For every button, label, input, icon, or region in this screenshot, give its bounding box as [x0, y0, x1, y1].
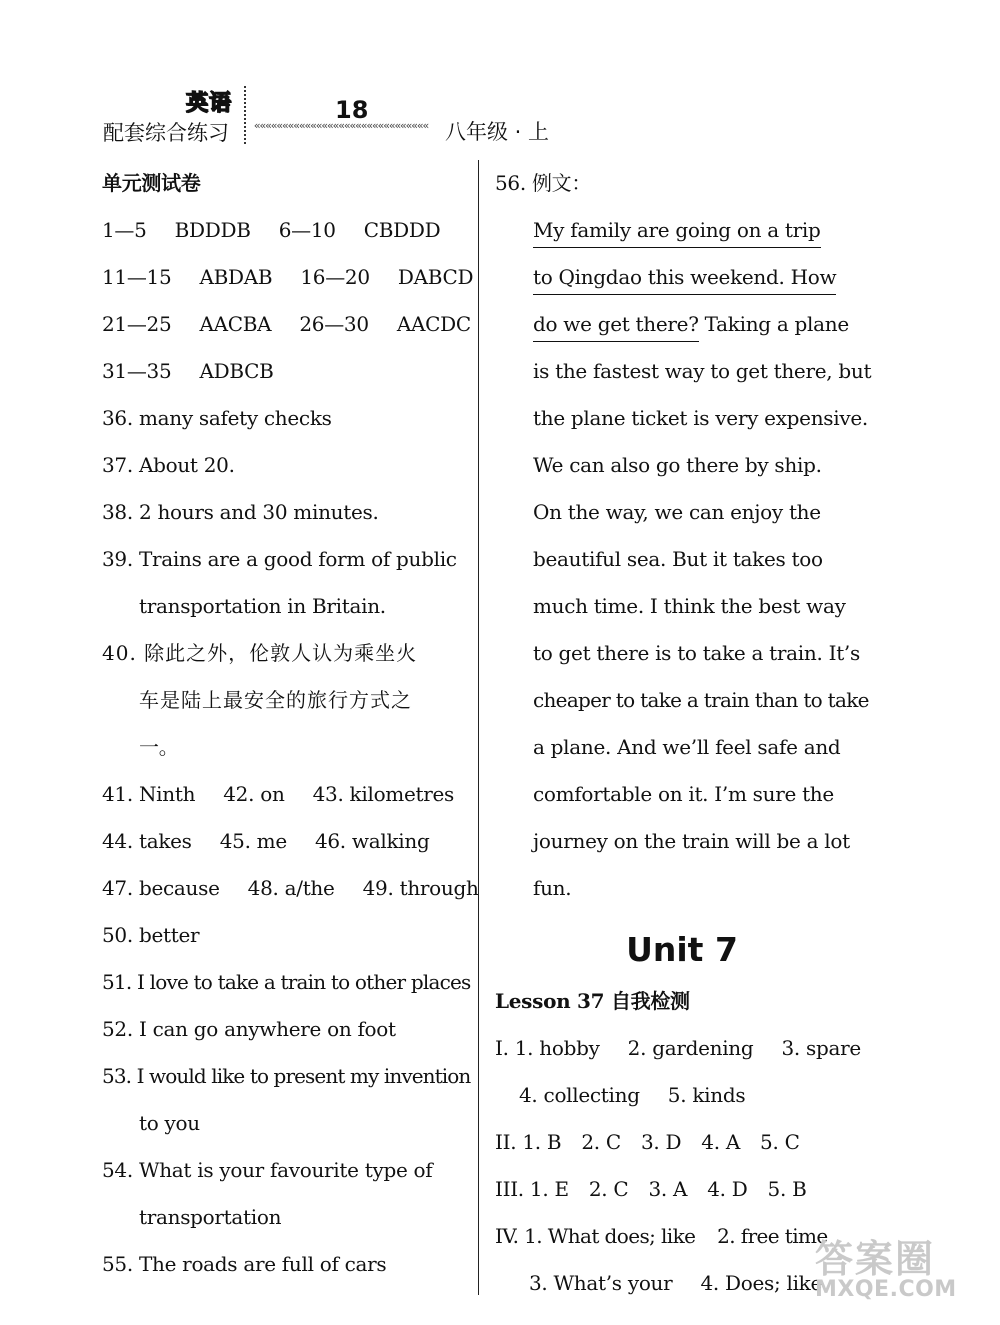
mc-row	[102, 207, 467, 254]
answer-item: 41. Ninth	[102, 782, 196, 806]
answer-item: 4. D	[707, 1177, 748, 1201]
answer-row	[102, 771, 467, 818]
mc-range: 26—30	[299, 312, 369, 336]
lesson-title: Lesson 37 自我检测	[495, 989, 690, 1013]
mc-answers: CBDDD	[363, 218, 441, 242]
grade-label: 八年级 · 上	[445, 120, 550, 144]
mc-answers: ABDAB	[199, 265, 273, 289]
answer-item: 3. What’s your	[529, 1271, 673, 1295]
book-title: 配套综合练习	[103, 121, 229, 145]
mc-answers: BDDDB	[174, 218, 251, 242]
mc-range: 16—20	[300, 265, 370, 289]
column-divider	[478, 160, 479, 1295]
answer-item: 5. C	[760, 1130, 800, 1154]
answer-line: transportation in Britain.	[139, 594, 386, 618]
answer-line: 37. About 20.	[102, 453, 235, 477]
right-column	[495, 160, 872, 1307]
answer-line: 39. Trains are a good form of public	[102, 547, 457, 571]
essay-line: a plane. And we’ll feel safe and	[533, 735, 841, 759]
answer-line: 51. I love to take a train to other places	[102, 970, 471, 994]
answer-line: to you	[139, 1111, 200, 1135]
answer-line: 38. 2 hours and 30 minutes.	[102, 500, 379, 524]
watermark-url: MXQE.COM	[815, 1277, 957, 1302]
answer-line: 55. The roads are full of cars	[102, 1252, 387, 1276]
answer-item: 45. me	[219, 829, 287, 853]
answer-line: 52. I can go anywhere on foot	[102, 1017, 396, 1041]
mc-answers: AACDC	[396, 312, 471, 336]
answer-row	[495, 1213, 865, 1260]
answer-item: 44. takes	[102, 829, 192, 853]
answer-item: 2. C	[581, 1130, 621, 1154]
subject-label: 英语	[186, 91, 233, 116]
answer-line: 53. I would like to present my invention	[102, 1064, 471, 1088]
answer-item: 49. through	[362, 876, 479, 900]
answer-row	[495, 1025, 865, 1072]
site-watermark	[815, 1228, 957, 1302]
essay-line	[495, 301, 865, 348]
mc-range: 6—10	[278, 218, 336, 242]
underlined-text: do we get there?	[533, 307, 699, 342]
answer-item: 2. C	[588, 1177, 629, 1201]
answer-item: 5. B	[767, 1177, 807, 1201]
mc-answers: DABCD	[397, 265, 474, 289]
underlined-text: to Qingdao this weekend. How	[533, 260, 836, 295]
essay-line: On the way, we can enjoy the	[533, 500, 821, 524]
essay-line	[495, 254, 865, 301]
left-column	[102, 160, 479, 1288]
mc-answers: ADBCB	[199, 359, 274, 383]
answer-item: 47. because	[102, 876, 220, 900]
answer-item: 3. A	[648, 1177, 688, 1201]
answer-line: 一。	[139, 735, 179, 759]
answer-line: 54. What is your favourite type of	[102, 1158, 433, 1182]
essay-line: cheaper to take a train than to take	[533, 688, 869, 712]
answer-item: 4. Does; like	[700, 1271, 823, 1295]
underlined-text: My family are going on a trip	[533, 213, 821, 248]
essay-line: much time. I think the best way	[533, 594, 846, 618]
answer-line: 36. many safety checks	[102, 406, 332, 430]
answer-line: 40. 除此之外，伦敦人认为乘坐火	[102, 641, 418, 665]
answer-item: 46. walking	[314, 829, 430, 853]
mc-answers: AACBA	[199, 312, 272, 336]
essay-line: fun.	[533, 876, 572, 900]
answer-item: 2. gardening	[627, 1036, 754, 1060]
answer-item: 3. spare	[781, 1036, 861, 1060]
essay-line: beautiful sea. But it takes too	[533, 547, 823, 571]
answer-line: 车是陆上最安全的旅行方式之	[139, 688, 412, 712]
answer-row	[102, 818, 467, 865]
essay-line: the plane ticket is very expensive.	[533, 406, 868, 430]
answer-item: 4. A	[701, 1130, 740, 1154]
mc-row	[102, 348, 467, 395]
answer-item: 42. on	[223, 782, 285, 806]
answer-item: 43. kilometres	[312, 782, 455, 806]
answer-item: III. 1. E	[495, 1177, 569, 1201]
essay-line: is the fastest way to get there, but	[533, 359, 872, 383]
essay-text: Taking a plane	[698, 312, 849, 336]
essay-line: We can also go there by ship.	[533, 453, 822, 477]
header-arrow-decoration: «««««««««««««««««««««««««««««««	[254, 119, 429, 132]
essay-line: comfortable on it. I’m sure the	[533, 782, 834, 806]
answer-item: 48. a/the	[247, 876, 335, 900]
header-divider	[244, 86, 246, 144]
essay-line: to get there is to take a train. It’s	[533, 641, 860, 665]
answer-line: transportation	[139, 1205, 282, 1229]
answer-row	[495, 1119, 865, 1166]
section-title: 单元测试卷	[102, 171, 201, 195]
answer-row	[495, 1072, 865, 1119]
answer-item: II. 1. B	[495, 1130, 562, 1154]
answer-item: I. 1. hobby	[495, 1036, 600, 1060]
mc-row	[102, 301, 471, 348]
answer-item: 5. kinds	[667, 1083, 746, 1107]
mc-range: 21—25	[102, 312, 172, 336]
answer-line: 56. 例文：	[495, 171, 592, 195]
unit-title: Unit 7	[626, 930, 738, 969]
mc-range: 11—15	[102, 265, 172, 289]
mc-range: 31—35	[102, 359, 172, 383]
answer-row	[495, 1166, 865, 1213]
answer-item: 2. free time	[717, 1224, 828, 1248]
mc-range: 1—5	[102, 218, 147, 242]
answer-row	[495, 1260, 865, 1307]
essay-line: journey on the train will be a lot	[533, 829, 850, 853]
page-number: 18	[335, 96, 369, 124]
answer-item: IV. 1. What does; like	[495, 1224, 696, 1248]
essay-line	[495, 207, 865, 254]
answer-line: 50. better	[102, 923, 200, 947]
watermark-logo-text: 答案圈	[815, 1237, 936, 1281]
answer-row	[102, 865, 479, 912]
mc-row	[102, 254, 474, 301]
answer-item: 3. D	[640, 1130, 682, 1154]
answer-item: 4. collecting	[519, 1083, 640, 1107]
